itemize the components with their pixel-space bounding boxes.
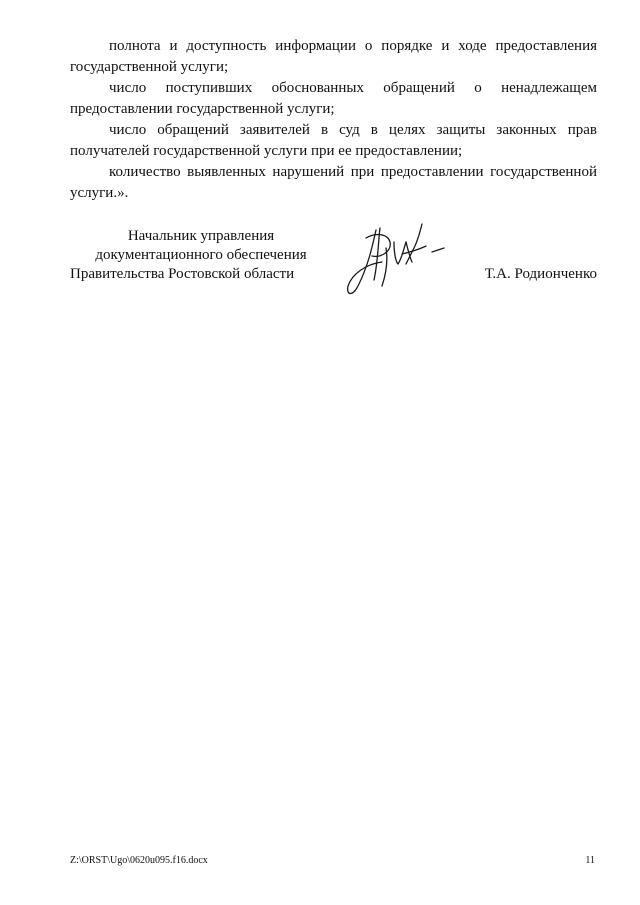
signer-position-line: Начальник управления bbox=[127, 228, 275, 244]
signer-position-line: документационного обеспечения bbox=[95, 247, 307, 263]
page-number: 11 bbox=[585, 855, 595, 866]
footer-file-path: Z:\ORST\Ugo\0620u095.f16.docx bbox=[70, 855, 208, 866]
paragraph-violations-count: количество выявленных нарушений при предоставлении государственной услуги.». bbox=[70, 164, 597, 201]
signer-position-line: Правительства Ростовской области bbox=[70, 266, 295, 282]
paragraph-complaints-count: число поступивших обоснованных обращений о ненадлежащем предоставлении государственной услуги; bbox=[70, 80, 597, 117]
paragraph-court-appeals: число обращений заявителей в суд в целях защиты законных прав получателей государственной услуги при ее предоставлении; bbox=[70, 122, 597, 159]
paragraph-info-completeness: полнота и доступность информации о порядке и ходе предоставления государственной услуги; bbox=[70, 38, 597, 75]
document-body bbox=[70, 36, 597, 204]
signer-name: Т.А. Родионченко bbox=[484, 266, 597, 282]
handwritten-signature bbox=[336, 218, 456, 300]
signer-position bbox=[70, 227, 332, 284]
